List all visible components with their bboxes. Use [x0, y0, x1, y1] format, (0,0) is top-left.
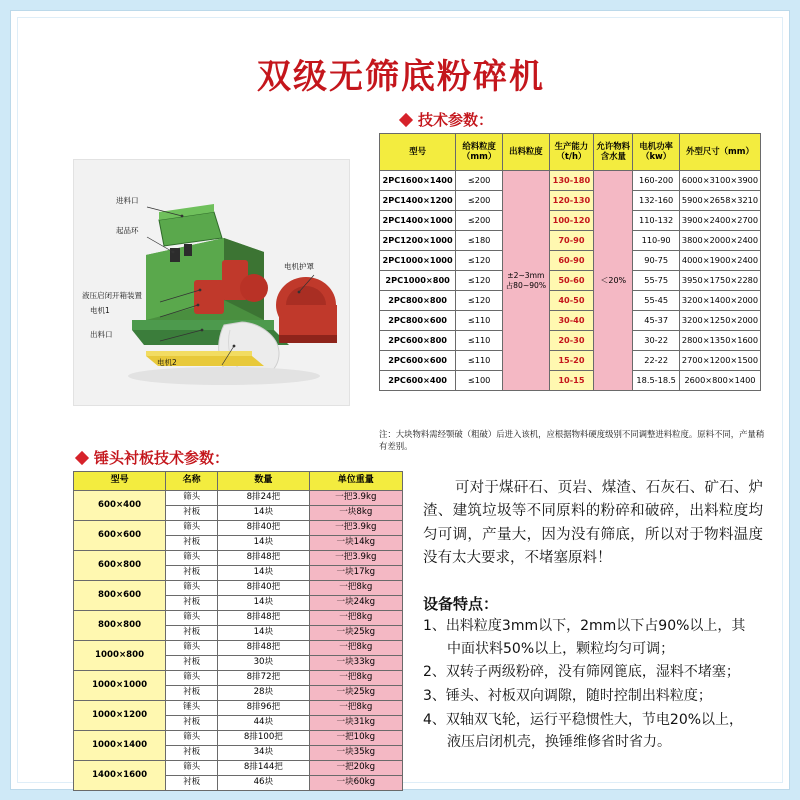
hammer-table-body — [74, 491, 403, 791]
spec-cell-power: 132-160 — [633, 191, 680, 211]
spec-cell-power: 55-45 — [633, 291, 680, 311]
feature-text: 出料粒度3mm以下，2mm以下占90%以上，其 — [445, 618, 746, 634]
section-header-hammer-label: 锤头衬板技术参数： — [94, 449, 230, 467]
hammer-cell-qty: 8排72把 — [218, 671, 309, 686]
table-row — [380, 251, 761, 271]
feature-number: 3、 — [423, 688, 446, 705]
list-item — [423, 661, 768, 684]
spec-cell-feed: ≤110 — [456, 351, 503, 371]
feature-number: 1、 — [423, 618, 446, 634]
spec-cell-capacity: 120-130 — [549, 191, 594, 211]
photo-label-motor-cover: 电机护罩 — [284, 262, 314, 271]
hammer-cell-qty: 8排100把 — [218, 731, 309, 746]
hammer-cell-qty: 8排40把 — [218, 521, 309, 536]
hammer-cell-name: 衬板 — [166, 746, 218, 761]
spec-col-feed-size: 给料粒度 （mm） — [456, 134, 503, 171]
spec-cell-dim: 5900×2658×3210 — [679, 191, 760, 211]
spec-cell-power: 110-132 — [633, 211, 680, 231]
section-header-tech-label: 技术参数： — [418, 111, 494, 129]
list-item — [423, 685, 768, 708]
spec-cell-feed: ≤120 — [456, 251, 503, 271]
hammer-cell-name: 衬板 — [166, 506, 218, 521]
hammer-cell-weight: 一块17kg — [309, 566, 402, 581]
spec-table-header-row — [380, 134, 761, 171]
spec-cell-feed: ≤110 — [456, 311, 503, 331]
spec-table-body — [380, 171, 761, 391]
spec-table — [379, 133, 761, 391]
hammer-col-model: 型号 — [74, 472, 166, 491]
hammer-cell-qty: 28块 — [218, 686, 309, 701]
spec-col-output-size: 出料粒度 — [503, 134, 550, 171]
spec-cell-dim: 2700×1200×1500 — [679, 351, 760, 371]
spec-cell-dim: 3200×1400×2000 — [679, 291, 760, 311]
hammer-cell-name: 衬板 — [166, 686, 218, 701]
section-header-tech — [401, 109, 493, 130]
spec-cell-dim: 3900×2400×2700 — [679, 211, 760, 231]
diamond-bullet-icon — [399, 112, 413, 126]
spec-cell-power: 55-75 — [633, 271, 680, 291]
hammer-cell-weight: 一把8kg — [309, 701, 402, 716]
hammer-cell-weight: 一块33kg — [309, 656, 402, 671]
feature-text: 双转子两级粉碎，没有筛网篦底，湿料不堵塞； — [445, 664, 740, 681]
diamond-bullet-icon — [75, 450, 89, 464]
table-row — [380, 291, 761, 311]
hammer-cell-size: 800×600 — [74, 581, 166, 611]
spec-cell-capacity: 30-40 — [549, 311, 594, 331]
feature-number: 4、 — [423, 711, 446, 728]
hammer-cell-name: 筛头 — [166, 521, 218, 536]
spec-cell-dim: 3800×2000×2400 — [679, 231, 760, 251]
spec-cell-model: 2PC1400×1200 — [380, 191, 456, 211]
spec-cell-model: 2PC600×800 — [380, 331, 456, 351]
table-row — [74, 731, 403, 746]
spec-cell-power: 110-90 — [633, 231, 680, 251]
hammer-cell-qty: 14块 — [218, 566, 309, 581]
hammer-cell-qty: 34块 — [218, 746, 309, 761]
spec-cell-model: 2PC800×600 — [380, 311, 456, 331]
spec-cell-feed: ≤110 — [456, 331, 503, 351]
table-row — [380, 371, 761, 391]
hammer-cell-name: 锤头 — [166, 701, 218, 716]
hammer-cell-size: 1000×1200 — [74, 701, 166, 731]
table-row — [74, 521, 403, 536]
feature-text: 锤头、衬板双向调隙，随时控制出料粒度； — [445, 688, 712, 705]
table-row — [380, 331, 761, 351]
spec-cell-model: 2PC600×600 — [380, 351, 456, 371]
hammer-cell-weight: 一把20kg — [309, 761, 402, 776]
hammer-cell-name: 筛头 — [166, 551, 218, 566]
hammer-cell-weight: 一块24kg — [309, 596, 402, 611]
hammer-cell-name: 衬板 — [166, 776, 218, 791]
spec-cell-capacity: 50-60 — [549, 271, 594, 291]
spec-col-moisture: 允许物料 含水量 — [594, 134, 633, 171]
table-row — [74, 551, 403, 566]
hammer-cell-weight: 一把8kg — [309, 611, 402, 626]
spec-cell-model: 2PC800×800 — [380, 291, 456, 311]
hammer-cell-qty: 14块 — [218, 536, 309, 551]
spec-col-dimensions: 外型尺寸（mm） — [679, 134, 760, 171]
spec-cell-power: 45-37 — [633, 311, 680, 331]
hammer-col-qty: 数量 — [218, 472, 309, 491]
hammer-cell-size: 600×600 — [74, 521, 166, 551]
table-row — [74, 671, 403, 686]
photo-label-outlet: 出料口 — [90, 330, 113, 339]
hammer-cell-weight: 一把10kg — [309, 731, 402, 746]
spec-cell-capacity: 10-15 — [549, 371, 594, 391]
table-row — [74, 611, 403, 626]
spec-cell-capacity: 40-50 — [549, 291, 594, 311]
hammer-cell-name: 衬板 — [166, 626, 218, 641]
hammer-cell-weight: 一把8kg — [309, 671, 402, 686]
hammer-cell-qty: 14块 — [218, 596, 309, 611]
table-row — [380, 271, 761, 291]
hammer-cell-size: 1400×1600 — [74, 761, 166, 791]
spec-cell-dim: 2800×1350×1600 — [679, 331, 760, 351]
spec-cell-feed: ≤180 — [456, 231, 503, 251]
spec-cell-power: 90-75 — [633, 251, 680, 271]
feature-number: 2、 — [423, 664, 446, 681]
section-header-hammer — [77, 447, 229, 468]
hammer-cell-weight: 一把8kg — [309, 581, 402, 596]
hammer-cell-name: 筛头 — [166, 731, 218, 746]
spec-cell-dim: 3950×1750×2280 — [679, 271, 760, 291]
feature-text-cont: 中面状料50%以上，颗粒均匀可调； — [447, 640, 675, 657]
hammer-cell-weight: 一把3.9kg — [309, 551, 402, 566]
spec-cell-output-size-merged: ±2~3mm 占80~90% — [503, 171, 550, 391]
spec-cell-feed: ≤100 — [456, 371, 503, 391]
table-row — [74, 761, 403, 776]
hammer-cell-qty: 8排48把 — [218, 551, 309, 566]
table-row — [74, 491, 403, 506]
description-text: 可对于煤矸石、页岩、煤渣、石灰石、矿石、炉渣、建筑垃圾等不同原料的粉碎和破碎，出料粒度均匀可调，产量大，因为没有筛底，所以对于物料温度没有太大要求，不堵塞原料！ — [423, 480, 763, 567]
photo-label-motor-1: 电机1 — [90, 306, 110, 315]
hammer-table-header-row — [74, 472, 403, 491]
spec-cell-model: 2PC1200×1000 — [380, 231, 456, 251]
list-item — [423, 615, 768, 660]
hammer-cell-name: 筛头 — [166, 671, 218, 686]
hammer-cell-weight: 一块60kg — [309, 776, 402, 791]
photo-label-motor-2: 电机2 — [157, 358, 177, 367]
features-list — [423, 615, 768, 755]
spec-cell-power: 30-22 — [633, 331, 680, 351]
hammer-cell-size: 600×800 — [74, 551, 166, 581]
spec-cell-capacity: 130-180 — [549, 171, 594, 191]
table-row — [74, 701, 403, 716]
hammer-cell-qty: 8排96把 — [218, 701, 309, 716]
feature-text: 双轴双飞轮，运行平稳惯性大，节电20%以上， — [445, 711, 744, 728]
page-title: 双级无筛底粉碎机 — [257, 57, 545, 97]
hammer-cell-weight: 一把3.9kg — [309, 491, 402, 506]
hammer-cell-name: 衬板 — [166, 566, 218, 581]
spec-cell-model: 2PC1000×1000 — [380, 251, 456, 271]
hammer-cell-weight: 一块14kg — [309, 536, 402, 551]
spec-col-capacity: 生产能力 （t/h） — [549, 134, 594, 171]
hammer-col-weight: 单位重量 — [309, 472, 402, 491]
features-heading: 设备特点： — [423, 595, 499, 613]
hammer-cell-size: 800×800 — [74, 611, 166, 641]
hammer-cell-name: 筛头 — [166, 761, 218, 776]
table-row — [380, 311, 761, 331]
spec-cell-dim: 2600×800×1400 — [679, 371, 760, 391]
spec-cell-capacity: 60-90 — [549, 251, 594, 271]
spec-cell-model: 2PC600×400 — [380, 371, 456, 391]
hammer-col-name: 名称 — [166, 472, 218, 491]
hammer-cell-weight: 一把8kg — [309, 641, 402, 656]
hammer-cell-name: 筛头 — [166, 491, 218, 506]
hammer-cell-qty: 44块 — [218, 716, 309, 731]
table-row — [380, 231, 761, 251]
table-row — [380, 211, 761, 231]
table-row — [380, 171, 761, 191]
hammer-cell-qty: 8排24把 — [218, 491, 309, 506]
spec-cell-power: 160-200 — [633, 171, 680, 191]
table-row — [74, 641, 403, 656]
feature-text-cont: 液压启闭机壳，换锤维修省时省力。 — [447, 734, 671, 751]
hammer-cell-qty: 8排48把 — [218, 611, 309, 626]
hammer-cell-size: 600×400 — [74, 491, 166, 521]
spec-cell-capacity: 100-120 — [549, 211, 594, 231]
spec-cell-model: 2PC1000×800 — [380, 271, 456, 291]
hammer-cell-weight: 一把3.9kg — [309, 521, 402, 536]
spec-table-note: 注：大块物料需经颚破（粗破）后进入该机，应根据物料硬度级别不同调整进料粒度。原料不同，产量稍有差别。 — [379, 429, 765, 452]
spec-cell-dim: 4000×1900×2400 — [679, 251, 760, 271]
spec-cell-feed: ≤120 — [456, 291, 503, 311]
photo-label-hydraulic-door: 液压启闭开箱装置 — [82, 291, 142, 300]
hammer-cell-weight: 一块25kg — [309, 626, 402, 641]
hammer-cell-size: 1000×1000 — [74, 671, 166, 701]
hammer-cell-qty: 14块 — [218, 626, 309, 641]
photo-label-feed-inlet: 进料口 — [116, 196, 139, 205]
hammer-cell-name: 筛头 — [166, 611, 218, 626]
spec-cell-model: 2PC1600×1400 — [380, 171, 456, 191]
spec-cell-capacity: 20-30 — [549, 331, 594, 351]
hammer-table — [73, 471, 403, 791]
hammer-cell-name: 筛头 — [166, 641, 218, 656]
hammer-cell-weight: 一块8kg — [309, 506, 402, 521]
spec-cell-model: 2PC1400×1000 — [380, 211, 456, 231]
table-row — [380, 351, 761, 371]
spec-cell-dim: 6000×3100×3900 — [679, 171, 760, 191]
spec-cell-feed: ≤120 — [456, 271, 503, 291]
table-row — [380, 191, 761, 211]
hammer-cell-size: 1000×1400 — [74, 731, 166, 761]
spec-cell-feed: ≤200 — [456, 171, 503, 191]
hammer-cell-qty: 14块 — [218, 506, 309, 521]
hammer-cell-name: 衬板 — [166, 656, 218, 671]
spec-cell-capacity: 70-90 — [549, 231, 594, 251]
hammer-cell-name: 衬板 — [166, 536, 218, 551]
photo-label-lifting-ring: 起品环 — [116, 226, 139, 235]
hammer-cell-name: 衬板 — [166, 716, 218, 731]
spec-cell-dim: 3200×1250×2000 — [679, 311, 760, 331]
hammer-cell-qty: 46块 — [218, 776, 309, 791]
hammer-cell-qty: 8排144把 — [218, 761, 309, 776]
spec-cell-capacity: 15-20 — [549, 351, 594, 371]
product-photo — [73, 159, 350, 406]
hammer-cell-weight: 一块35kg — [309, 746, 402, 761]
hammer-cell-qty: 8排40把 — [218, 581, 309, 596]
spec-cell-feed: ≤200 — [456, 191, 503, 211]
hammer-cell-weight: 一块31kg — [309, 716, 402, 731]
spec-cell-feed: ≤200 — [456, 211, 503, 231]
spec-cell-power: 22-22 — [633, 351, 680, 371]
spec-col-model: 型号 — [380, 134, 456, 171]
hammer-cell-weight: 一块25kg — [309, 686, 402, 701]
table-row — [74, 581, 403, 596]
list-item — [423, 709, 768, 754]
hammer-cell-qty: 8排48把 — [218, 641, 309, 656]
poster-page — [10, 10, 790, 790]
hammer-cell-qty: 30块 — [218, 656, 309, 671]
spec-cell-moisture-merged: ＜20% — [594, 171, 633, 391]
description-paragraph — [423, 477, 763, 571]
hammer-cell-name: 衬板 — [166, 596, 218, 611]
spec-col-power: 电机功率 （kw） — [633, 134, 680, 171]
hammer-cell-size: 1000×800 — [74, 641, 166, 671]
spec-cell-power: 18.5-18.5 — [633, 371, 680, 391]
hammer-cell-name: 筛头 — [166, 581, 218, 596]
